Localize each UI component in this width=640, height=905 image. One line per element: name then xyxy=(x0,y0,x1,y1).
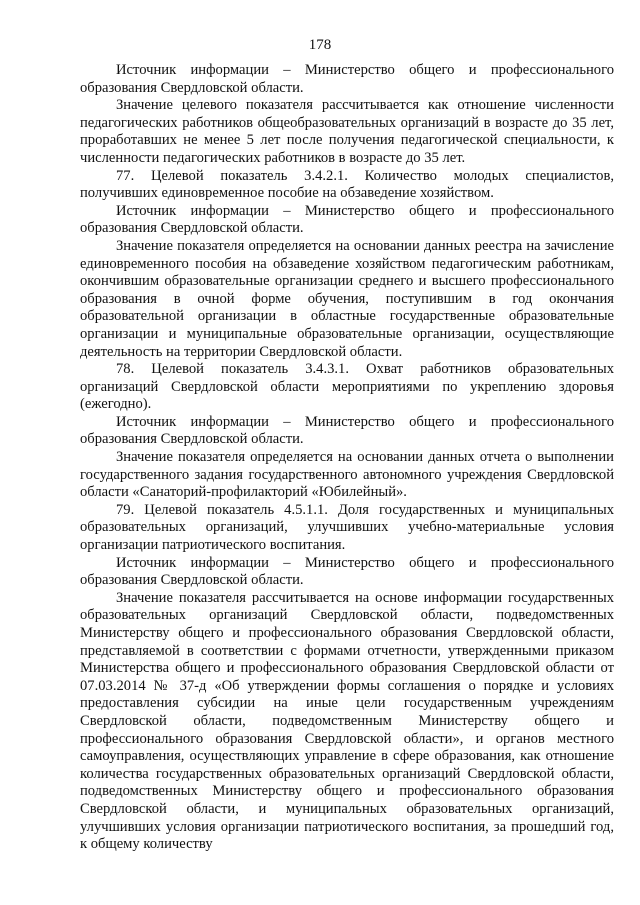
paragraph-indicator-77-method: Значение показателя определяется на основании данных реестра на зачисление единовременного пособия на обзаведение хозяйством педагогическим работникам, окончившим образовательные организации среднего и высшего профессионального образования в очной форме обучения, поступившим в год окончания образовательной организации в областные государственные образовательные организации и муниципальные образовательные организации, осуществляющие деятельность на территории Свердловской области. xyxy=(80,237,614,360)
paragraph-source-info-4: Источник информации – Министерство общего и профессионального образования Свердловской области. xyxy=(80,554,614,589)
paragraph-source-info-3: Источник информации – Министерство общего и профессионального образования Свердловской области. xyxy=(80,413,614,448)
paragraph-indicator-77: 77. Целевой показатель 3.4.2.1. Количество молодых специалистов, получивших единовременное пособие на обзаведение хозяйством. xyxy=(80,167,614,202)
paragraph-source-info-1: Источник информации – Министерство общего и профессионального образования Свердловской области. xyxy=(80,62,614,96)
paragraph-indicator-78: 78. Целевой показатель 3.4.3.1. Охват работников образовательных организаций Свердловской области мероприятиями по укреплению здоровья (ежегодно). xyxy=(80,361,614,413)
paragraph-indicator-79: 79. Целевой показатель 4.5.1.1. Доля государственных и муниципальных образовательных организаций, улучшивших учебно-материальные условия организации патриотического воспитания. xyxy=(80,501,614,554)
paragraph-indicator-79-method: Значение показателя рассчитывается на основе информации государственных образовательных организаций Свердловской области, подведомственных Министерству общего и профессионального образования Свердловской области, представляемой в соответствии с формами отчетности, утвержденными приказом Министерства общего и профессионального образования Свердловской области от 07.03.2014 № 37-д «Об утверждении формы соглашения о порядке и условиях предоставления субсидии на иные цели государственным учреждениям Свердловской области, подведомственным Министерству общего и профессионального образования Свердловской области», и органов местного самоуправления, осуществляющих управление в сфере образования, как отношение количества государственных образовательных организаций Свердловской области, подведомственных Министерству общего и профессионального образования Свердловской области, и муниципальных образовательных организаций, улучшивших условия организации патриотического воспитания, за прошедший год, к общему количеству xyxy=(80,589,614,853)
page-number: 178 xyxy=(308,37,332,53)
paragraph-source-info-2: Источник информации – Министерство общего и профессионального образования Свердловской области. xyxy=(80,202,614,237)
document-body xyxy=(80,62,614,854)
paragraph-indicator-78-method: Значение показателя определяется на основании данных отчета о выполнении государственного задания государственного автономного учреждения Свердловской области «Санаторий-профилакторий «Юбилейный». xyxy=(80,449,614,501)
paragraph-indicator-calculation: Значение целевого показателя рассчитывается как отношение численности педагогических работников общеобразовательных организаций в возрасте до 35 лет, проработавших не менее 5 лет после получения педагогической специальности, к численности педагогических работников в возрасте до 35 лет. xyxy=(80,97,614,166)
